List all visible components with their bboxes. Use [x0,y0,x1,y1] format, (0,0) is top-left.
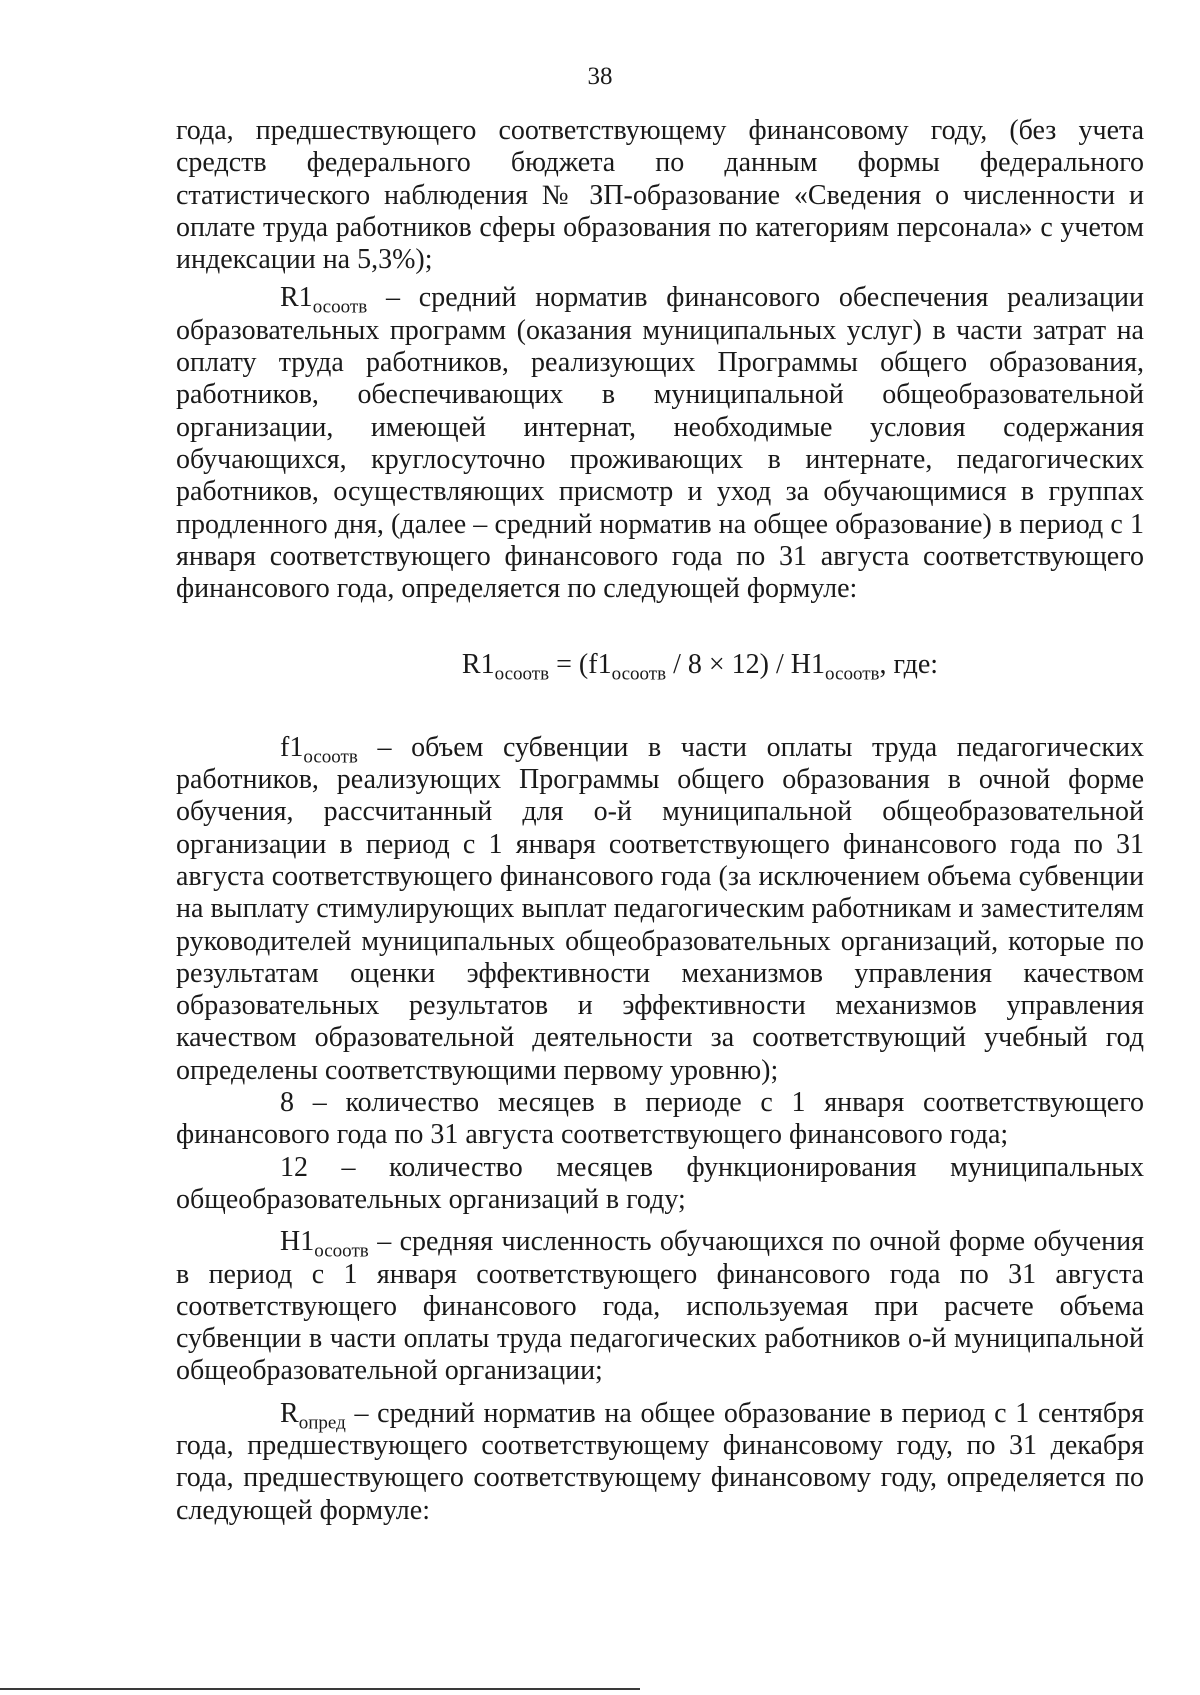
formula-f-subscript: осоотв [611,664,667,686]
formula-lhs-subscript: осоотв [494,664,550,686]
formula-h-subscript: осоотв [825,664,880,686]
paragraph-12-definition: 12 – количество месяцев функционирования муниципальных общеобразовательных организаций в году; [176,1151,1144,1215]
formula-r1 [176,649,1144,686]
formula-mid: / 8 × 12) / H1 [666,649,826,681]
paragraph-r1-text: – средний норматив финансового обеспечения реализации образовательных программ (оказания муниципальных услуг) в части затрат на оплату труда работников, реализующих Программы общего образования, работников, обеспечивающих в муниципальной общеобразовательной организации, имеющей интернат, необходимые условия содержания обучающихся, круглосуточно проживающих в интернате, педагогических работников, осуществляющих присмотр и уход за обучающимися в группах продленного дня, (далее – средний норматив на общее образование) в период с 1 января соответствующего финансового года по 31 августа соответствующего финансового года, определяется по следующей формуле: [176,282,1144,605]
paragraph-ropred-definition [176,1398,1144,1527]
page-number: 38 [587,63,613,90]
symbol-f1: f1 [280,731,304,763]
paragraph-continuation: года, предшествующего соответствующему финансовому году, (без учета средств федерального бюджета по данным формы федерального статистического наблюдения № ЗП-образование «Сведения о численности и оплате труда работников сферы образования по категориям персонала» с учетом индексации на 5,3%); [176,115,1144,276]
scan-edge-line [0,1688,640,1690]
formula-lhs: R1 [461,649,495,681]
symbol-f1-subscript: осоотв [303,746,358,768]
paragraph-f1-definition [176,732,1144,1087]
symbol-h1: H1 [280,1226,315,1258]
symbol-r1: R1 [280,282,313,314]
paragraph-h1-text: – средняя численность обучающихся по очной форме обучения в период с 1 января соответствующего финансового года по 31 августа соответствующего финансового года, используемая при расчете объема субвенции в части оплаты труда педагогических работников о-й муниципальной общеобразовательной организации; [176,1226,1144,1387]
paragraph-r1-definition [176,282,1144,605]
symbol-r-subscript: опред [298,1412,346,1434]
symbol-h1-subscript: осоотв [314,1240,369,1262]
symbol-r1-subscript: осоотв [312,297,368,319]
paragraph-8-definition: 8 – количество месяцев в периоде с 1 января соответствующего финансового года по 31 августа соответствующего финансового года; [176,1087,1144,1151]
formula-eq-open: = (f1 [549,649,612,681]
symbol-r: R [280,1397,299,1429]
paragraph-h1-definition [176,1226,1144,1387]
formula-tail: , где: [879,649,939,681]
paragraph-ropred-text: – средний норматив на общее образование в период с 1 сентября года, предшествующего соответствующему финансовому году, по 31 декабря года, предшествующего соответствующему финансовому году, определяется по следующей формуле: [176,1397,1144,1526]
document-body [176,115,1144,1527]
paragraph-f1-text: – объем субвенции в части оплаты труда педагогических работников, реализующих Программы общего образования в очной форме обучения, рассчитанный для о-й муниципальной общеобразовательной организации в период с 1 января соответствующего финансового года по 31 августа соответствующего финансового года (за исключением объема субвенции на выплату стимулирующих выплат педагогическим работникам и заместителям руководителей муниципальных общеобразовательных организаций, которые по результатам оценки эффективности механизмов управления качеством образовательных результатов и эффективности механизмов управления качеством образовательной деятельности за соответствующий учебный год определены соответствующими первому уровню); [176,731,1144,1086]
